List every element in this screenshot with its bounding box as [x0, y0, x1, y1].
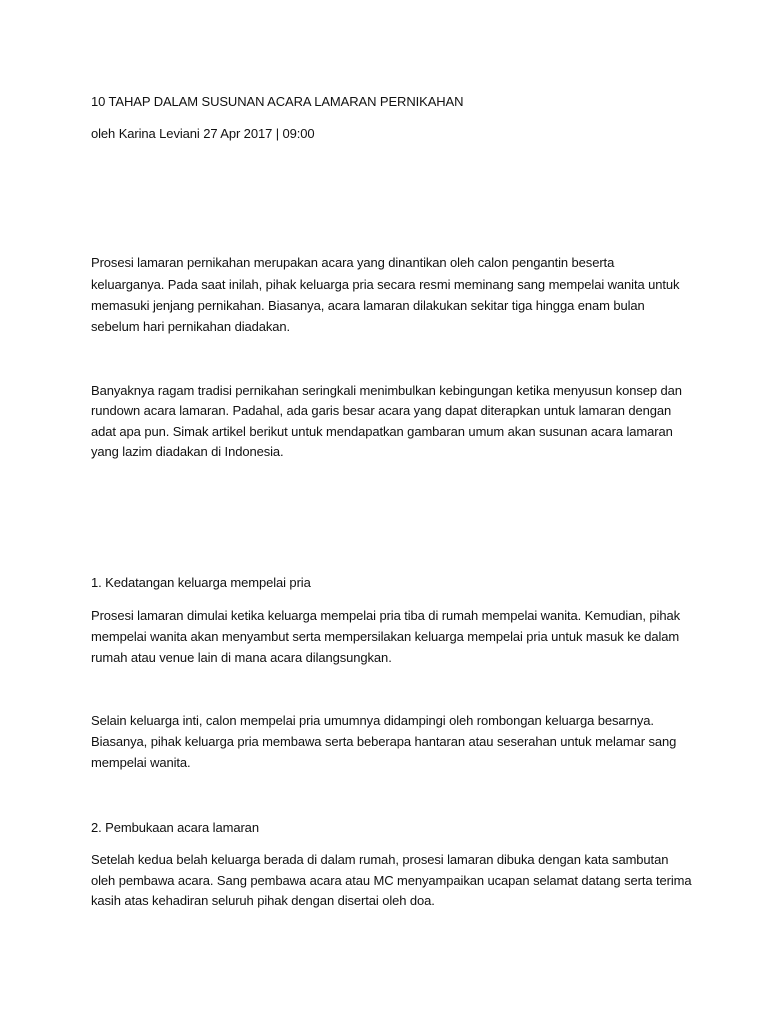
- paragraph-line: adat apa pun. Simak artikel berikut untuk mendapatkan gambaran umum akan susunan acara lamaran: [91, 424, 673, 439]
- paragraph-line: oleh pembawa acara. Sang pembawa acara atau MC menyampaikan ucapan selamat datang serta terima: [91, 873, 692, 888]
- paragraph-line: memasuki jenjang pernikahan. Biasanya, acara lamaran dilakukan sekitar tiga hingga enam bulan: [91, 298, 645, 313]
- paragraph-line: yang lazim diadakan di Indonesia.: [91, 444, 284, 459]
- section-heading: 2. Pembukaan acara lamaran: [91, 820, 259, 835]
- paragraph-line: Prosesi lamaran dimulai ketika keluarga mempelai pria tiba di rumah mempelai wanita. Kemudian, pihak: [91, 608, 681, 623]
- paragraph-line: Setelah kedua belah keluarga berada di dalam rumah, prosesi lamaran dibuka dengan kata sambutan: [91, 852, 669, 867]
- document-title: 10 TAHAP DALAM SUSUNAN ACARA LAMARAN PERNIKAHAN: [91, 94, 464, 109]
- paragraph-line: keluarganya. Pada saat inilah, pihak keluarga pria secara resmi meminang sang mempelai wanita untuk: [91, 277, 680, 292]
- paragraph-line: mempelai wanita akan menyambut serta mempersilakan keluarga mempelai pria untuk masuk ke dalam: [91, 629, 680, 644]
- byline: oleh Karina Leviani 27 Apr 2017 | 09:00: [91, 126, 315, 141]
- paragraph-line: kasih atas kehadiran seluruh pihak dengan disertai oleh doa.: [91, 893, 435, 908]
- paragraph-line: Prosesi lamaran pernikahan merupakan acara yang dinantikan oleh calon pengantin beserta: [91, 255, 615, 270]
- paragraph-line: Biasanya, pihak keluarga pria membawa serta beberapa hantaran atau seserahan untuk melamar sang: [91, 734, 677, 749]
- section-heading: 1. Kedatangan keluarga mempelai pria: [91, 575, 311, 590]
- paragraph-line: sebelum hari pernikahan diadakan.: [91, 319, 291, 334]
- paragraph-line: rumah atau venue lain di mana acara dilangsungkan.: [91, 650, 392, 665]
- paragraph-line: rundown acara lamaran. Padahal, ada garis besar acara yang dapat diterapkan untuk lamaran dengan: [91, 403, 672, 418]
- paragraph-line: mempelai wanita.: [91, 755, 191, 770]
- paragraph-line: Banyaknya ragam tradisi pernikahan seringkali menimbulkan kebingungan ketika menyusun konsep dan: [91, 383, 682, 398]
- paragraph-line: Selain keluarga inti, calon mempelai pria umumnya didampingi oleh rombongan keluarga besarnya.: [91, 713, 654, 728]
